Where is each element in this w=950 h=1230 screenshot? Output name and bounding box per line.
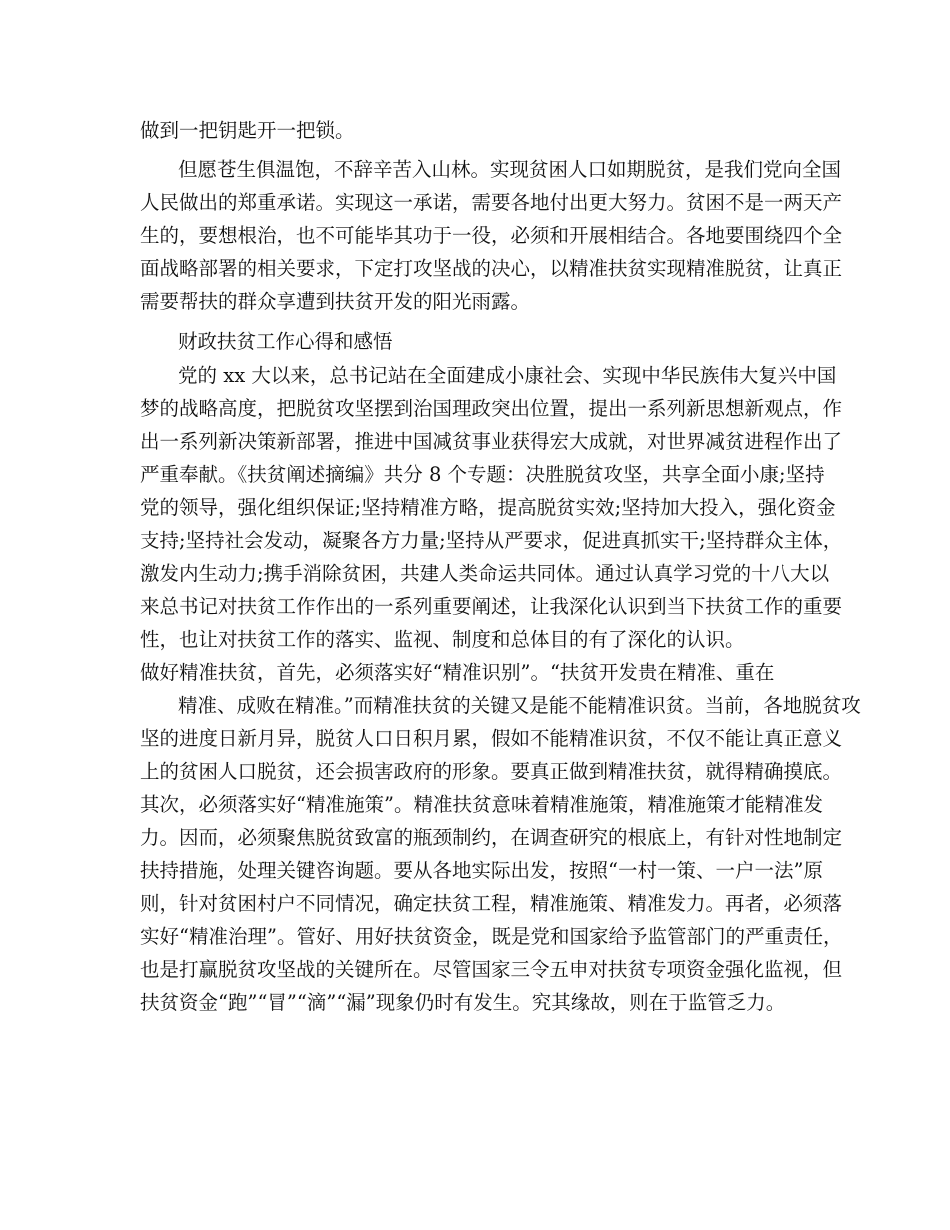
- text-line: 梦的战略高度，把脱贫攻坚摆到治国理政突出位置，提出一系列新思想新观点，作: [140, 397, 843, 420]
- text-line: 也是打赢脱贫攻坚战的关键所在。尽管国家三令五申对扶贫专项资金强化监视，但: [140, 958, 843, 981]
- text-line: 支持;坚持社会发动，凝聚各方力量;坚持从严要求，促进真抓实干;坚持群众主体，: [140, 529, 843, 552]
- section-heading: 财政扶贫工作心得和感悟: [178, 330, 393, 353]
- text-line: 扶贫资金“跑”“冒”“滴”“漏”现象仍时有发生。究其缘故，则在于监管乏力。: [140, 991, 786, 1014]
- text-line: 精准、成败在精准。”而精准扶贫的关键又是能不能精准识贫。当前，各地脱贫攻: [178, 694, 861, 717]
- text-line: 需要帮扶的群众享遭到扶贫开发的阳光雨露。: [140, 290, 531, 313]
- text-line: 来总书记对扶贫工作作出的一系列重要阐述，让我深化认识到当下扶贫工作的重要: [140, 595, 843, 618]
- text-line: 上的贫困人口脱贫，还会损害政府的形象。要真正做到精准扶贫，就得精确摸底。: [140, 760, 843, 783]
- text-line: 做好精准扶贫，首先，必须落实好“精准识别”。“扶贫开发贵在精准、重在: [140, 661, 775, 684]
- text-line: 激发内生动力;携手消除贫困，共建人类命运共同体。通过认真学习党的十八大以: [140, 562, 830, 585]
- text-line: 但愿苍生俱温饱，不辞辛苦入山林。实现贫困人口如期脱贫，是我们党向全国: [178, 158, 842, 181]
- text-line: 严重奉献。《扶贫阐述摘编》共分 8 个专题：决胜脱贫攻坚，共享全面小康;坚持: [140, 463, 825, 486]
- text-line: 其次，必须落实好“精准施策”。精准扶贫意味着精准施策，精准施策才能精准发: [140, 793, 823, 816]
- text-line: 实好“精准治理”。管好、用好扶贫资金，既是党和国家给予监管部门的严重责任，: [140, 925, 843, 948]
- text-line: 党的领导，强化组织保证;坚持精准方略，提高脱贫实效;坚持加大投入，强化资金: [140, 496, 836, 519]
- text-line: 做到一把钥匙开一把锁。: [140, 119, 355, 142]
- text-line: 人民做出的郑重承诺。实现这一承诺，需要各地付出更大努力。贫困不是一两天产: [140, 191, 843, 214]
- text-line: 力。因而，必须聚焦脱贫致富的瓶颈制约，在调查研究的根底上，有针对性地制定: [140, 826, 843, 849]
- text-line: 坚的进度日新月异，脱贫人口日积月累，假如不能精准识贫，不仅不能让真正意义: [140, 727, 843, 750]
- text-line: 出一系列新决策新部署，推进中国减贫事业获得宏大成就，对世界减贫进程作出了: [140, 430, 843, 453]
- text-line: 生的，要想根治，也不可能毕其功于一役，必须和开展相结合。各地要围绕四个全: [140, 224, 843, 247]
- text-line: 扶持措施，处理关键咨询题。要从各地实际出发，按照“一村一策、一户一法”原: [140, 859, 823, 882]
- text-line: 性，也让对扶贫工作的落实、监视、制度和总体目的有了深化的认识。: [140, 628, 745, 651]
- text-line: 则，针对贫困村户不同情况，确定扶贫工程，精准施策、精准发力。再者，必须落: [140, 892, 843, 915]
- text-line: 党的 xx 大以来，总书记站在全面建成小康社会、实现中华民族伟大复兴中国: [178, 364, 837, 387]
- text-line: 面战略部署的相关要求，下定打攻坚战的决心，以精准扶贫实现精准脱贫，让真正: [140, 257, 843, 280]
